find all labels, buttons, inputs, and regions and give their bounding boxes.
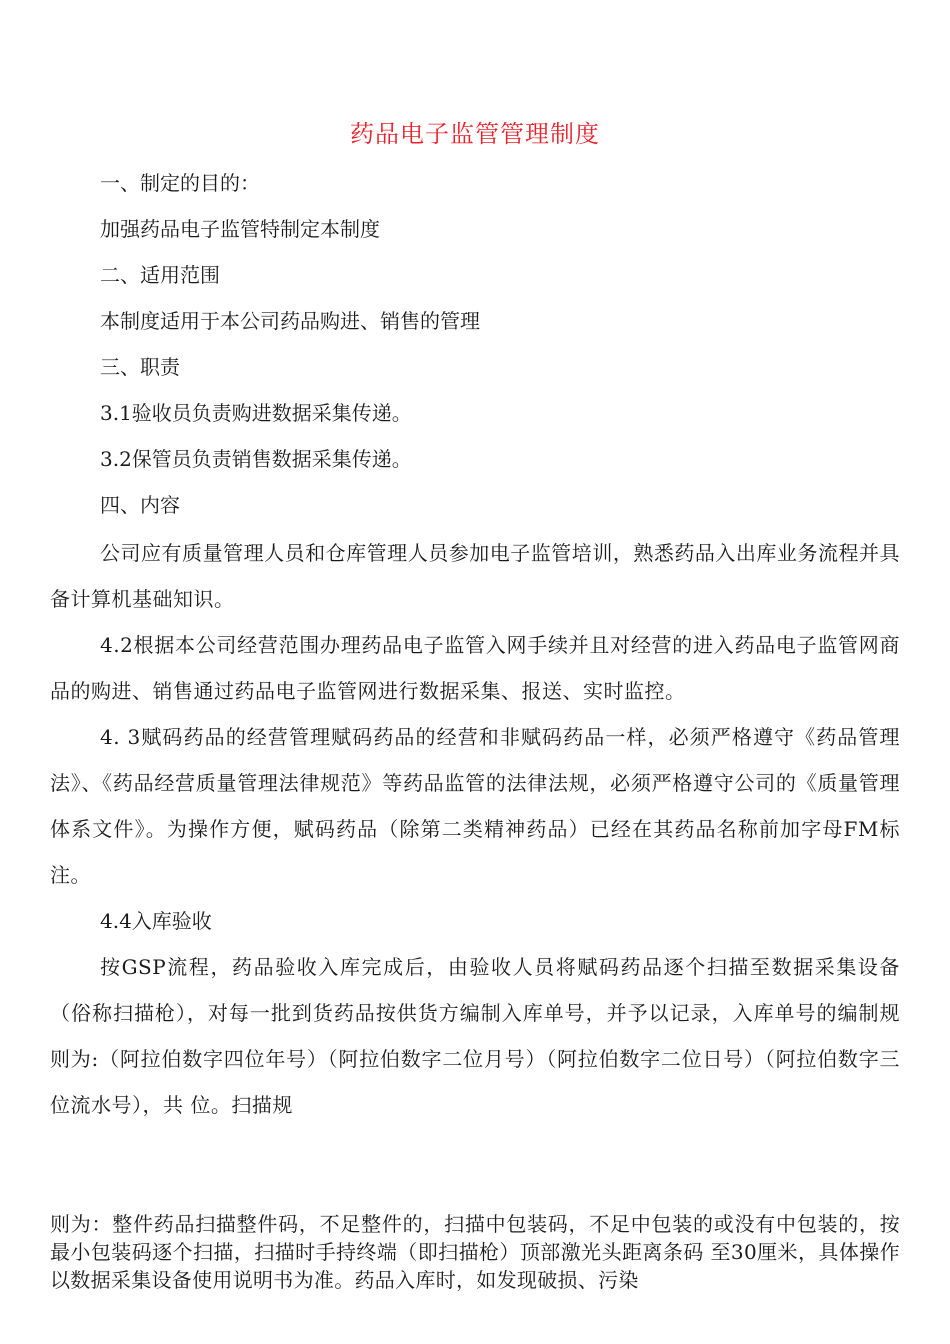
duty-item-3-1: 3.1验收员负责购进数据采集传递。 <box>100 401 412 425</box>
content-paragraph-4-1: 公司应有质量管理人员和仓库管理人员参加电子监管培训，熟悉药品入出库业务流程并具备计算机基础知识。 <box>50 541 900 611</box>
section-heading-content: 四、内容 <box>100 493 180 517</box>
content-paragraph-4-3: 4. 3赋码药品的经营管理赋码药品的经营和非赋码药品一样，必须严格遵守《药品管理法》、《药品经营质量管理法律规范》等药品监管的法律法规，必须严格遵守公司的《质量管理体系文件》。为操作方便，赋码药品（除第二类精神药品）已经在其药品名称前加字母FM标注。 <box>50 725 900 887</box>
purpose-text: 加强药品电子监管特制定本制度 <box>100 217 380 241</box>
content-item-4-4: 4.4入库验收 <box>100 909 212 933</box>
content-paragraph-4-4: 按GSP流程，药品验收入库完成后，由验收人员将赋码药品逐个扫描至数据采集设备（俗称扫描枪），对每一批到货药品按供货方编制入库单号，并予以记录，入库单号的编制规则为:（阿拉伯数字四位年号）（阿拉伯数字二位月号）（阿拉伯数字二位日号）（阿拉伯数字三位流水号），共 位。扫描规 <box>50 955 900 1117</box>
scope-text: 本制度适用于本公司药品购进、销售的管理 <box>100 309 480 333</box>
duty-item-3-2: 3.2保管员负责销售数据采集传递。 <box>100 447 412 471</box>
content-paragraph-4-2: 4.2根据本公司经营范围办理药品电子监管入网手续并且对经营的进入药品电子监管网商品的购进、销售通过药品电子监管网进行数据采集、报送、实时监控。 <box>50 633 900 703</box>
document-title: 药品电子监管管理制度 <box>350 120 600 148</box>
continued-paragraph: 则为：整件药品扫描整件码，不足整件的，扫描中包装码，不足中包装的或没有中包装的，按最小包装码逐个扫描，扫描时手持终端（即扫描枪）顶部激光头距离条码 至30厘米，具体操作以数据采集设备使用说明书为准。药品入库时，如发现破损、污染 <box>50 1212 900 1292</box>
section-heading-duties: 三、职责 <box>100 355 180 379</box>
section-heading-scope: 二、适用范围 <box>100 263 220 287</box>
section-heading-purpose: 一、制定的目的： <box>100 171 260 195</box>
